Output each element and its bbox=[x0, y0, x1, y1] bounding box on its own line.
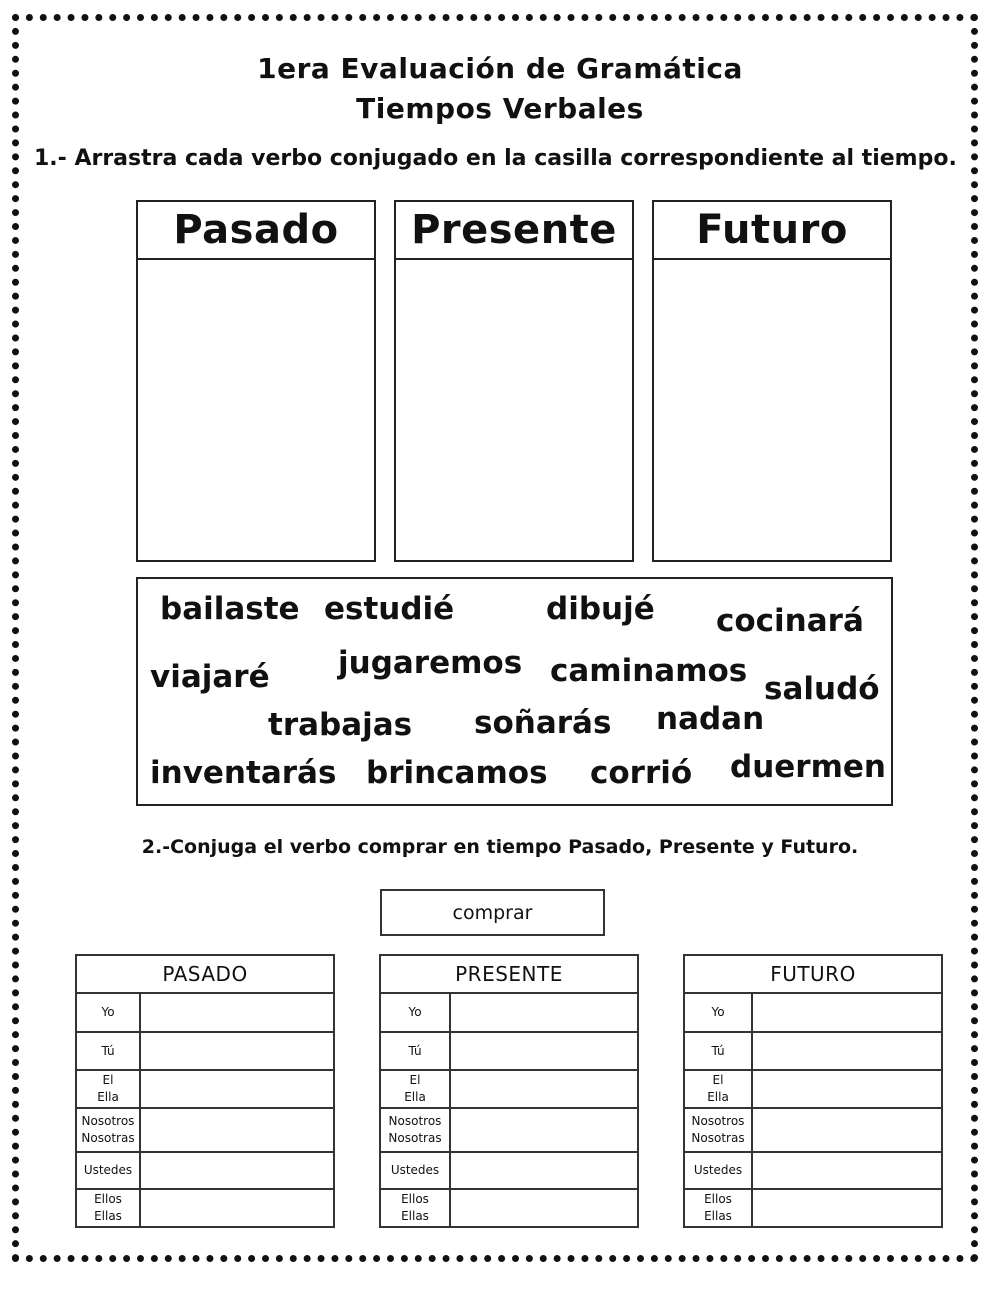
verb-label-box bbox=[380, 889, 605, 936]
pronoun-el-ella: El Ella bbox=[380, 1070, 450, 1108]
word-trabajas[interactable]: trabajas bbox=[268, 707, 413, 743]
activity1-instruction: 1.- Arrastra cada verbo conjugado en la casilla correspondiente al tiempo. bbox=[34, 146, 957, 171]
table-pasado-header: PASADO bbox=[76, 955, 334, 993]
page-title: 1era Evaluación de Gramática bbox=[257, 52, 743, 85]
word-viajare[interactable]: viajaré bbox=[150, 659, 270, 695]
page-subtitle: Tiempos Verbales bbox=[356, 92, 644, 125]
word-cocinara[interactable]: cocinará bbox=[716, 603, 864, 639]
answer-presente-nosotros[interactable] bbox=[450, 1108, 638, 1152]
word-caminamos[interactable]: caminamos bbox=[550, 653, 748, 689]
pronoun-ustedes: Ustedes bbox=[380, 1152, 450, 1189]
pronoun-el-ella: El Ella bbox=[684, 1070, 752, 1108]
answer-pasado-tu[interactable] bbox=[140, 1032, 334, 1070]
pronoun-nosotros: Nosotros Nosotras bbox=[76, 1108, 140, 1152]
answer-futuro-nosotros[interactable] bbox=[752, 1108, 942, 1152]
pronoun-ellos: Ellos Ellas bbox=[76, 1189, 140, 1227]
pronoun-ellos: Ellos Ellas bbox=[684, 1189, 752, 1227]
table-presente bbox=[379, 954, 639, 1228]
column-futuro bbox=[652, 200, 892, 562]
pronoun-ustedes: Ustedes bbox=[76, 1152, 140, 1189]
table-presente-header: PRESENTE bbox=[380, 955, 638, 993]
answer-futuro-ustedes[interactable] bbox=[752, 1152, 942, 1189]
verb-label: comprar bbox=[452, 901, 533, 924]
answer-presente-tu[interactable] bbox=[450, 1032, 638, 1070]
table-futuro-header: FUTURO bbox=[684, 955, 942, 993]
answer-futuro-ellos[interactable] bbox=[752, 1189, 942, 1227]
pronoun-tu: Tú bbox=[684, 1032, 752, 1070]
word-jugaremos[interactable]: jugaremos bbox=[338, 645, 523, 681]
column-pasado bbox=[136, 200, 376, 562]
answer-presente-yo[interactable] bbox=[450, 993, 638, 1032]
column-presente bbox=[394, 200, 634, 562]
word-dibuje[interactable]: dibujé bbox=[546, 591, 655, 627]
pronoun-yo: Yo bbox=[76, 993, 140, 1032]
activity2-instruction: 2.-Conjuga el verbo comprar en tiempo Pasado, Presente y Futuro. bbox=[141, 836, 859, 858]
answer-pasado-ellos[interactable] bbox=[140, 1189, 334, 1227]
word-nadan[interactable]: nadan bbox=[656, 701, 765, 737]
pronoun-nosotros: Nosotros Nosotras bbox=[684, 1108, 752, 1152]
dropzone-pasado[interactable] bbox=[138, 260, 374, 560]
pronoun-ustedes: Ustedes bbox=[684, 1152, 752, 1189]
pronoun-tu: Tú bbox=[380, 1032, 450, 1070]
pronoun-yo: Yo bbox=[684, 993, 752, 1032]
column-presente-header: Presente bbox=[396, 202, 632, 260]
word-corrio[interactable]: corrió bbox=[590, 755, 693, 791]
answer-presente-ustedes[interactable] bbox=[450, 1152, 638, 1189]
answer-pasado-ustedes[interactable] bbox=[140, 1152, 334, 1189]
dropzone-futuro[interactable] bbox=[654, 260, 890, 560]
dropzone-presente[interactable] bbox=[396, 260, 632, 560]
word-bailaste[interactable]: bailaste bbox=[160, 591, 300, 627]
answer-futuro-tu[interactable] bbox=[752, 1032, 942, 1070]
table-pasado bbox=[75, 954, 335, 1228]
column-futuro-header: Futuro bbox=[654, 202, 890, 260]
answer-pasado-nosotros[interactable] bbox=[140, 1108, 334, 1152]
pronoun-tu: Tú bbox=[76, 1032, 140, 1070]
answer-futuro-yo[interactable] bbox=[752, 993, 942, 1032]
answer-futuro-el-ella[interactable] bbox=[752, 1070, 942, 1108]
word-brincamos[interactable]: brincamos bbox=[366, 755, 548, 791]
word-duermen[interactable]: duermen bbox=[730, 749, 886, 785]
answer-pasado-yo[interactable] bbox=[140, 993, 334, 1032]
pronoun-nosotros: Nosotros Nosotras bbox=[380, 1108, 450, 1152]
word-sonaras[interactable]: soñarás bbox=[474, 705, 612, 741]
word-saludo[interactable]: saludó bbox=[764, 671, 880, 707]
answer-pasado-el-ella[interactable] bbox=[140, 1070, 334, 1108]
table-futuro bbox=[683, 954, 943, 1228]
answer-presente-el-ella[interactable] bbox=[450, 1070, 638, 1108]
word-estudie[interactable]: estudié bbox=[324, 591, 455, 627]
pronoun-yo: Yo bbox=[380, 993, 450, 1032]
answer-presente-ellos[interactable] bbox=[450, 1189, 638, 1227]
column-pasado-header: Pasado bbox=[138, 202, 374, 260]
pronoun-ellos: Ellos Ellas bbox=[380, 1189, 450, 1227]
word-inventaras[interactable]: inventarás bbox=[150, 755, 337, 791]
word-bank bbox=[136, 577, 893, 806]
pronoun-el-ella: El Ella bbox=[76, 1070, 140, 1108]
